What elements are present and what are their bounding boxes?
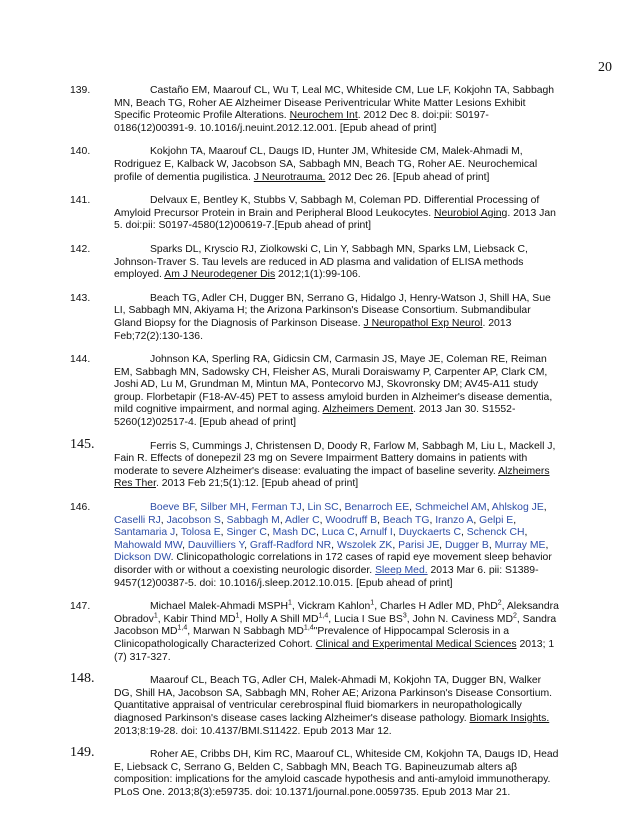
reference-segment: . 2013 Jan 30. S1552-5260(12)02517-4. [Epub ahead of print] — [114, 404, 516, 429]
reference-segment: , — [194, 502, 201, 514]
reference-segment: Sparks DL, Kryscio RJ, Ziolkowski C, Lin Y, Sabbagh MN, Sparks LM, Liebsack C, Johnson-Traver S. Tau levels are reduced in AD plasma and validation of ELISA methods employed. — [114, 243, 528, 281]
reference-text — [114, 675, 552, 736]
reference-text — [114, 244, 528, 280]
reference-segment: , Aleksandra Obradov — [114, 601, 559, 625]
author-link: Arnulf I — [359, 527, 393, 539]
reference-segment: , — [182, 539, 188, 551]
reference-segment: Delvaux E, Bentley K, Stubbs V, Sabbagh M, Coleman PD. Differential Processing of Amyloid Precursor Protein in Brain and Peripheral Blood Leukocytes. — [114, 195, 540, 219]
author-link: Jacobson S — [166, 514, 221, 526]
reference-segment: Roher AE, Cribbs DH, Kim RC, Maarouf CL, Whiteside CM, Kokjohn TA, Daugs ID, Head E, Liebsack C, Serrano G, Belden C, Sabbagh MN, Beach TG. Bapineuzumab alters aβ composition: implications for the amyloid cascade hypothesis and anti-amyloid immunotherapy. PLoS One. 2013;8(3):e59735. doi: 10.1371/journal.pone.0059735. Epub 2013 Mar 21. — [114, 749, 559, 798]
author-link: Boeve BF — [150, 502, 195, 514]
author-link: Dugger B — [444, 539, 489, 551]
reference-list — [70, 85, 560, 811]
reference-segment: , — [315, 527, 322, 539]
reference-segment: . 2013 Jan 5. doi:pii: S0197-4580(12)00619-7.[Epub ahead of print] — [114, 207, 556, 232]
reference-segment: , — [488, 539, 495, 551]
reference-number: 141. — [70, 195, 91, 207]
author-link: Mahowald MW — [114, 539, 183, 551]
reference-segment: , — [331, 539, 337, 551]
affiliation-superscript: 1 — [235, 612, 240, 620]
author-link: Benarroch EE — [344, 502, 410, 514]
reference-segment: , Sandra Jacobson MD — [114, 613, 557, 638]
affiliation-superscript: 1,4 — [177, 624, 188, 632]
author-link: Murray ME — [494, 539, 546, 551]
journal-link[interactable]: Biomark Insights. — [469, 712, 550, 724]
reference-item — [70, 195, 560, 233]
author-link: Beach TG — [382, 514, 430, 526]
reference-segment: , Marwan N Sabbagh MD — [187, 626, 304, 638]
reference-segment: , — [338, 502, 345, 514]
reference-segment: . 2012 Dec 8. doi:pii: S0197-0186(12)00391-9. 10.1016/j.neuint.2012.12.001. [Epub ahead of print] — [114, 110, 489, 134]
author-link: Gelpi E — [479, 514, 514, 526]
reference-segment: Johnson KA, Sperling RA, Gidicsin CM, Carmasin JS, Maye JE, Coleman RE, Reiman EM, Sabbagh MN, Sadowsky CH, Fleisher AS, Murali Doraiswamy P, Carpenter AP, Clark CM, Joshi AD, Lu M, Grundman M, Mintun MA, Pontecorvo MJ, Skovronsky DM; AV45-A11 study group. Florbetapir (F18-AV-45) PET to assess amyloid burden in Alzheimer's disease dementia, mild cognitive impairment, and normal aging. — [114, 354, 553, 416]
reference-text — [114, 354, 552, 428]
reference-segment: . 2013 Feb;72(2):130-136. — [114, 317, 512, 342]
reference-segment: , — [392, 527, 399, 539]
reference-segment: Maarouf CL, Beach TG, Adler CH, Malek-Ahmadi M, Kokjohn TA, Dugger BN, Walker DG, Shill HA, Jacobson SA, Sabbagh MN, Roher AE; Arizona Parkinson's Disease Consortium. Quantitative appraisal of ventricular cerebrospinal fluid biomarkers in neuropathologically diagnosed Parkinson's disease cases lacking Alzheimer's disease pathology. — [114, 675, 553, 724]
reference-number: 146. — [70, 502, 91, 514]
reference-segment: , — [301, 502, 308, 514]
reference-number: 144. — [70, 354, 91, 366]
reference-item — [70, 502, 560, 590]
author-link: Woodruff B — [325, 514, 378, 526]
author-link: Graff-Radford NR — [249, 539, 332, 551]
reference-segment: Castaño EM, Maarouf CL, Wu T, Leal MC, Whiteside CM, Lue LF, Kokjohn TA, Sabbagh MN, Beach TG, Roher AE Alzheimer Disease Periventricular White Matter Lesions Exhibit Specific Proteomic Profile Alterations. — [114, 85, 555, 122]
reference-segment: , — [513, 514, 517, 526]
affiliation-superscript: 1 — [288, 599, 292, 607]
author-link: Sabbagh M — [226, 514, 280, 526]
reference-text — [114, 85, 554, 134]
reference-number: 145. — [70, 436, 95, 452]
reference-text — [114, 441, 555, 490]
author-link: Wszolek ZK — [336, 539, 393, 551]
journal-link[interactable]: J Neurotrauma. — [253, 171, 326, 183]
author-link: Luca C — [321, 527, 355, 539]
reference-number: 139. — [70, 85, 91, 96]
reference-segment: , — [545, 539, 549, 551]
reference-number: 142. — [70, 243, 91, 255]
reference-segment: , — [409, 502, 415, 514]
affiliation-superscript: 2 — [512, 612, 517, 620]
reference-segment: , — [245, 502, 252, 514]
reference-segment: 2012 Dec 26. [Epub ahead of print] — [325, 171, 490, 183]
affiliation-superscript: 3 — [402, 612, 407, 620]
reference-segment: 2012;1(1):99-106. — [275, 269, 361, 281]
reference-segment: . 2013 Feb 21;5(1):12. [Epub ahead of print] — [155, 478, 359, 490]
author-link: Silber MH — [200, 502, 246, 514]
affiliation-superscript: 1,4 — [303, 624, 314, 632]
reference-segment: . — [309, 638, 316, 650]
author-link: Mash DC — [272, 527, 316, 539]
reference-segment: , Charles H Adler MD, PhD — [374, 601, 498, 613]
author-link: Lin SC — [307, 502, 339, 514]
journal-link[interactable]: Am J Neurodegener Dis — [164, 269, 276, 281]
author-link: Singer C — [226, 527, 267, 539]
affiliation-superscript: 1,4 — [318, 612, 329, 620]
author-link: Ferman TJ — [251, 502, 302, 514]
reference-segment: "Prevalence of Hippocampal Sclerosis in a Clinicopathologically Characterized Cohort — [114, 626, 510, 650]
reference-segment: , John N. Caviness MD — [406, 613, 513, 625]
reference-number: 143. — [70, 292, 91, 304]
author-link: Schmeichel AM — [414, 502, 487, 514]
reference-segment: , Holly A Shill MD — [239, 613, 319, 625]
reference-segment: , — [473, 514, 480, 526]
journal-link[interactable]: Neurobiol Aging — [433, 207, 508, 219]
reference-number: 149. — [70, 745, 95, 761]
reference-item — [70, 745, 560, 799]
reference-segment: , — [429, 514, 436, 526]
reference-text — [114, 502, 552, 589]
reference-segment: , — [266, 527, 273, 539]
author-link: Caselli RJ — [114, 514, 161, 526]
author-link: Duyckaerts C — [398, 527, 461, 539]
reference-item — [70, 292, 560, 343]
journal-link[interactable]: Sleep Med. — [375, 565, 428, 576]
reference-segment: , — [377, 514, 383, 526]
reference-segment: , — [220, 514, 227, 526]
reference-segment: , — [160, 514, 167, 526]
reference-segment: , — [354, 527, 360, 539]
reference-segment: , — [279, 514, 286, 526]
reference-segment: , — [524, 527, 528, 539]
journal-link[interactable]: Alzheimers Res Ther — [114, 465, 550, 490]
affiliation-superscript: 1 — [370, 599, 375, 607]
author-link: Parisi JE — [398, 539, 440, 551]
reference-item — [70, 85, 560, 135]
reference-item — [70, 243, 560, 282]
journal-link[interactable]: Clinical and Experimental Medical Sciences — [315, 638, 517, 650]
reference-number: 147. — [70, 601, 91, 613]
author-link: Dauvilliers Y — [187, 539, 245, 551]
reference-segment: Michael Malek-Ahmadi MSPH — [150, 601, 289, 613]
reference-segment: , — [244, 539, 250, 551]
journal-link[interactable]: J Neuropathol Exp Neurol — [363, 317, 483, 329]
reference-item — [70, 599, 560, 664]
reference-number: 140. — [70, 146, 91, 158]
reference-segment: , Kabir Thind MD — [157, 613, 236, 625]
reference-segment: , — [392, 539, 399, 551]
reference-text — [114, 195, 556, 231]
affiliation-superscript: 1 — [153, 612, 158, 620]
journal-link[interactable]: Neurochem Int — [289, 110, 358, 122]
reference-segment: Beach TG, Adler CH, Dugger BN, Serrano G, Hidalgo J, Henry-Watson J, Shill HA, Sue LI, Sabbagh MN, Akiyama H; the Arizona Parkinson's Disease Consortium. Submandibular Gland Biopsy for the Diagnosis of Parkinson Disease. — [114, 292, 551, 329]
reference-segment: , Lucia I Sue BS — [328, 613, 403, 625]
reference-segment: , — [439, 539, 445, 551]
reference-item — [70, 671, 560, 738]
reference-segment: , — [543, 502, 547, 514]
reference-item — [70, 354, 560, 430]
reference-number: 148. — [70, 671, 95, 687]
journal-link[interactable]: Alzheimers Dement — [322, 404, 414, 416]
reference-segment: Ferris S, Cummings J, Christensen D, Doody R, Farlow M, Sabbagh M, Liu L, Mackell J, Fain R. Effects of donepezil 23 mg on Severe Impairment Battery domains in patients with moderate to severe Alzheimer's disease: evaluating the impact of baseline severity. — [114, 440, 556, 477]
reference-segment: , — [175, 527, 181, 539]
author-link: Schenck CH — [466, 527, 525, 539]
page-number: 20 — [598, 60, 612, 75]
reference-segment: 2013;8:19-28. doi: 10.4137/BMI.S11422. Epub 2013 Mar 12. — [114, 725, 392, 737]
reference-text — [114, 293, 551, 342]
reference-segment: 2013 Mar 6. pii: S1389-9457(12)00387-5. doi: 10.1016/j.sleep.2012.10.015. [Epub ahead of print] — [114, 565, 539, 589]
reference-text — [114, 601, 559, 662]
author-link: Tolosa E — [180, 527, 221, 539]
reference-segment: 2013; 1 (7) 317-327. — [114, 638, 555, 663]
reference-segment: , — [486, 502, 492, 514]
reference-segment: , — [319, 514, 326, 526]
author-link: Dickson DW — [114, 552, 171, 564]
affiliation-superscript: 2 — [497, 599, 502, 607]
author-link: Ahlskog JE — [491, 502, 544, 514]
reference-text — [114, 749, 558, 798]
reference-segment: , — [460, 527, 467, 539]
reference-segment: , Vickram Kahlon — [291, 601, 371, 613]
reference-item — [70, 146, 560, 184]
reference-segment: . Clinicopathologic correlations in 172 cases of rapid eye movement sleep behavior disorder with or without a coexisting neurologic disorder. — [114, 552, 552, 576]
author-link: Iranzo A — [435, 514, 474, 526]
author-link: Adler C — [285, 514, 320, 526]
reference-segment: Kokjohn TA, Maarouf CL, Daugs ID, Hunter JM, Whiteside CM, Malek-Ahmadi M, Rodriguez E, Kalback W, Jacobson SA, Sabbagh MN, Beach TG, Roher AE. Neurochemical profile of dementia pugilistica. — [114, 146, 538, 183]
reference-text — [114, 146, 537, 182]
reference-segment: , — [220, 527, 227, 539]
reference-item — [70, 436, 560, 491]
author-link: Santamaria J — [114, 527, 176, 539]
